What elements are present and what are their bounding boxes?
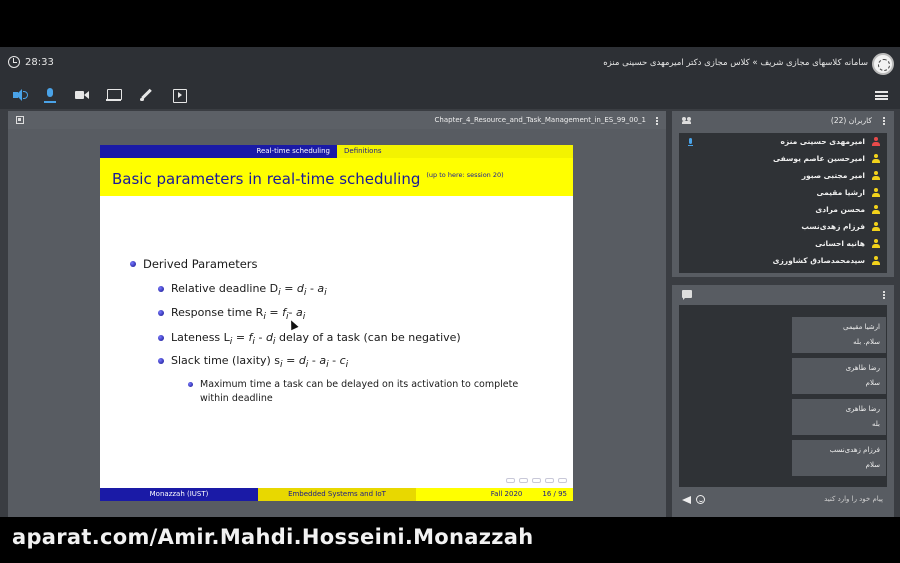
chat-text: بله bbox=[871, 420, 880, 428]
footer-page: 16 / 95 bbox=[542, 490, 567, 498]
slide-bullets bbox=[100, 145, 573, 501]
slide-footer bbox=[100, 488, 573, 501]
user-list-item[interactable] bbox=[679, 236, 887, 253]
watermark: aparat.com/Amir.Mahdi.Hosseini.Monazzah bbox=[12, 525, 534, 549]
user-list-item[interactable] bbox=[679, 202, 887, 219]
chat-text: سلام bbox=[865, 461, 880, 469]
chat-messages bbox=[679, 305, 887, 487]
slide-title: Basic parameters in real-time scheduling $^{(up to here: session 20)}$ bbox=[112, 170, 504, 188]
users-title: کاربران (22) bbox=[830, 116, 872, 125]
presentation-icon[interactable] bbox=[172, 88, 188, 102]
user-list-item[interactable] bbox=[679, 134, 887, 151]
chat-sender: رضا طاهری bbox=[845, 405, 880, 413]
footer-author: Monazzah (IUST) bbox=[100, 488, 258, 501]
bullet-response-time: Response time $R_i = f_i-$ $a_i$ bbox=[171, 306, 306, 323]
users-icon bbox=[682, 117, 691, 123]
chat-message bbox=[792, 317, 886, 353]
nav-subsection-icon[interactable] bbox=[532, 478, 541, 483]
nav-frame-icon[interactable] bbox=[519, 478, 528, 483]
chat-panel bbox=[672, 285, 894, 517]
clock-icon bbox=[8, 56, 20, 68]
user-icon bbox=[872, 205, 880, 214]
bullet-derived-parameters: Derived Parameters bbox=[143, 257, 258, 271]
session-time: 28:33 bbox=[25, 56, 54, 68]
nav-search-icon[interactable] bbox=[558, 478, 567, 483]
screen-share-icon[interactable] bbox=[107, 88, 123, 102]
session-timer bbox=[8, 56, 54, 68]
user-name: امیرحسین عاصم یوسفی bbox=[773, 154, 865, 163]
bullet-max-delay: Maximum time a task can be delayed on its activation to complete within deadline bbox=[200, 378, 550, 406]
slide-title-note: (up to here: session 20) bbox=[426, 171, 504, 179]
pen-icon[interactable] bbox=[139, 88, 155, 102]
user-icon bbox=[872, 239, 880, 248]
user-name: هانیه احسانی bbox=[815, 239, 865, 248]
user-icon bbox=[872, 188, 880, 197]
user-icon bbox=[872, 137, 880, 146]
slide-subsection: Definitions bbox=[337, 145, 573, 158]
user-name: سیدمحمدصادق کشاورزی bbox=[772, 256, 865, 265]
emoji-icon[interactable] bbox=[696, 495, 705, 504]
footer-term: Fall 2020 bbox=[490, 490, 523, 498]
toolbar bbox=[0, 81, 900, 109]
user-list-item[interactable] bbox=[679, 168, 887, 185]
top-bar bbox=[0, 47, 900, 81]
user-list-item[interactable] bbox=[679, 219, 887, 236]
user-name: ارشیا مقیمی bbox=[816, 188, 865, 197]
hamburger-menu-icon[interactable] bbox=[875, 91, 888, 100]
users-panel bbox=[672, 111, 894, 277]
chat-sender: رضا طاهری bbox=[845, 364, 880, 372]
presentation-panel bbox=[8, 111, 666, 517]
speaker-icon[interactable] bbox=[12, 88, 28, 102]
user-icon bbox=[872, 171, 880, 180]
chat-text: سلام bbox=[865, 379, 880, 387]
bullet-relative-deadline: Relative deadline $D_i = d_i - a_i$ bbox=[171, 282, 327, 299]
user-list-item[interactable] bbox=[679, 185, 887, 202]
chat-input[interactable] bbox=[679, 491, 887, 509]
bullet-lateness: Lateness $L_i = f_i - d_i$ delay of a task (can be negative) bbox=[171, 331, 461, 348]
user-list bbox=[679, 133, 887, 273]
nav-section-icon[interactable] bbox=[545, 478, 554, 483]
user-name: فرزام زهدی‌نسب bbox=[801, 222, 865, 231]
footer-info bbox=[416, 488, 573, 501]
user-icon bbox=[872, 256, 880, 265]
breadcrumb: سامانه کلاسهای مجازی شریف » کلاس مجازی دکتر امیرمهدی حسینی منزه bbox=[603, 58, 868, 68]
users-header bbox=[672, 111, 894, 129]
microphone-icon[interactable] bbox=[43, 88, 59, 102]
bullet-slack-time: Slack time (laxity) $s_i = d_i - a_i - c_i$ bbox=[171, 354, 349, 371]
beamer-navigation[interactable] bbox=[506, 478, 567, 483]
chat-sender: ارشیا مقیمی bbox=[843, 323, 880, 331]
slide-section: Real-time scheduling bbox=[100, 145, 337, 158]
user-icon bbox=[872, 222, 880, 231]
chat-input-placeholder: پیام خود را وارد کنید bbox=[824, 495, 883, 503]
slide bbox=[100, 145, 573, 501]
send-icon[interactable] bbox=[682, 496, 691, 504]
chat-text: سلام. بله bbox=[853, 338, 880, 346]
user-name: امیرمهدی حسینی منزه bbox=[780, 137, 865, 146]
chat-sender: فرزام زهدی‌نسب bbox=[829, 446, 880, 454]
nav-prev-icon[interactable] bbox=[506, 478, 515, 483]
user-name: امیر مجتبی صبور bbox=[801, 171, 865, 180]
user-list-item[interactable] bbox=[679, 253, 887, 270]
university-logo-icon bbox=[872, 53, 894, 75]
minimize-icon[interactable] bbox=[16, 116, 24, 124]
user-name: محسن مرادی bbox=[815, 205, 865, 214]
chat-icon bbox=[682, 290, 692, 298]
camera-icon[interactable] bbox=[75, 88, 91, 102]
footer-course: Embedded Systems and IoT bbox=[258, 488, 416, 501]
chat-more-icon[interactable] bbox=[883, 294, 885, 296]
user-microphone-icon bbox=[688, 138, 693, 146]
main-content bbox=[0, 109, 900, 517]
chat-header bbox=[672, 285, 894, 303]
chat-message bbox=[792, 399, 886, 435]
presentation-more-icon[interactable] bbox=[656, 120, 658, 122]
user-list-item[interactable] bbox=[679, 151, 887, 168]
document-name: Chapter_4_Resource_and_Task_Management_in_ES_99_00_1 bbox=[434, 116, 646, 124]
chat-message bbox=[792, 440, 886, 476]
presentation-header bbox=[8, 111, 666, 129]
users-more-icon[interactable] bbox=[883, 120, 885, 122]
chat-message bbox=[792, 358, 886, 394]
user-icon bbox=[872, 154, 880, 163]
